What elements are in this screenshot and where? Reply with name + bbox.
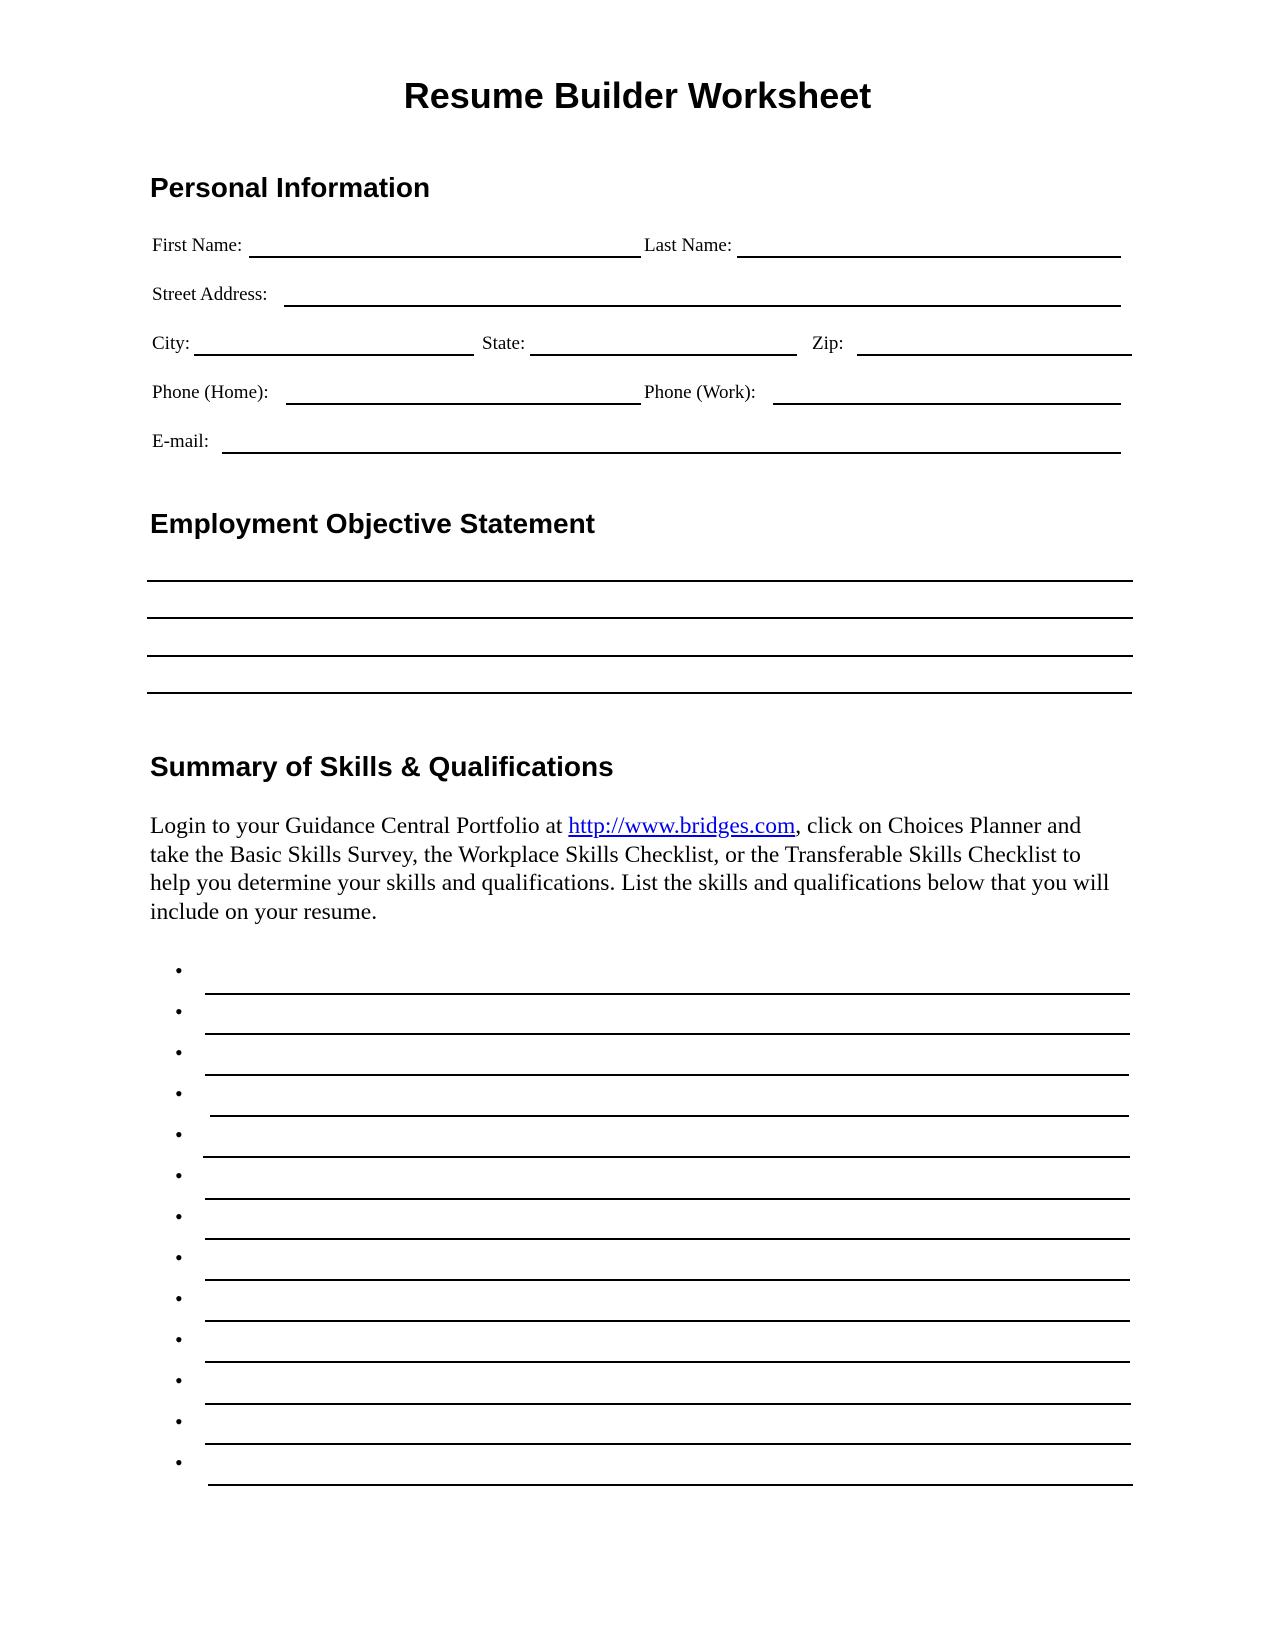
skills-intro-continued: , click on Choices Planner and take the Basic Skills Survey, the Workplace Skills Checklist, or the Transferable Skills Checklist to help you determine your skills and qualifications. List the skills and qualifications below that you will include on your resume. [150, 813, 1110, 925]
bullet-icon: • [175, 1081, 183, 1106]
phone-work-label: Phone (Work): [644, 382, 756, 403]
bullet-icon: • [175, 1122, 183, 1147]
skills-heading: Summary of Skills & Qualifications [150, 751, 614, 782]
skill-line[interactable] [205, 1198, 1130, 1200]
bullet-icon: • [175, 1450, 183, 1475]
skill-line[interactable] [205, 1443, 1131, 1445]
skill-line[interactable] [208, 1484, 1133, 1486]
bullet-icon: • [175, 1327, 183, 1352]
skill-line[interactable] [205, 1238, 1130, 1240]
bridges-link[interactable]: http://www.bridges.com [568, 813, 796, 839]
skill-line[interactable] [205, 1320, 1130, 1322]
skill-line[interactable] [205, 993, 1130, 995]
bullet-icon: • [175, 1286, 183, 1311]
email-field[interactable] [222, 452, 1121, 454]
skill-line[interactable] [205, 1361, 1130, 1363]
employment-objective-heading: Employment Objective Statement [150, 508, 596, 539]
skills-intro-text: Login to your Guidance Central Portfolio at [150, 813, 569, 839]
bullet-icon: • [175, 999, 183, 1024]
objective-line[interactable] [147, 580, 1133, 582]
street-address-field[interactable] [284, 305, 1121, 307]
phone-row [152, 381, 1132, 409]
skill-line[interactable] [205, 1033, 1130, 1035]
street-row [152, 283, 1132, 311]
city-field[interactable] [194, 354, 474, 356]
bullet-icon: • [175, 1245, 183, 1270]
zip-field[interactable] [857, 354, 1132, 356]
zip-label: Zip: [812, 333, 844, 354]
phone-home-label: Phone (Home): [152, 382, 269, 403]
city-label: City: [152, 333, 191, 354]
skill-line[interactable] [210, 1115, 1129, 1117]
state-field[interactable] [530, 354, 797, 356]
page-title: Resume Builder Worksheet [403, 75, 872, 116]
email-row [152, 430, 1132, 458]
skill-line[interactable] [205, 1074, 1129, 1076]
last-name-field[interactable] [737, 256, 1121, 258]
email-label: E-mail: [152, 431, 209, 452]
skill-line[interactable] [203, 1156, 1130, 1158]
first-name-label: First Name: [152, 235, 243, 256]
name-row [152, 234, 1132, 262]
state-label: State: [482, 333, 526, 354]
bullet-icon: • [175, 1368, 183, 1393]
objective-line[interactable] [147, 692, 1132, 694]
bullet-icon: • [175, 1204, 183, 1229]
bullet-icon: • [175, 1409, 183, 1434]
bullet-icon: • [175, 958, 183, 983]
personal-information-heading: Personal Information [150, 172, 431, 203]
skill-line[interactable] [205, 1403, 1131, 1405]
last-name-label: Last Name: [644, 235, 733, 256]
skills-instructions [150, 812, 1110, 926]
objective-line[interactable] [147, 617, 1133, 619]
bullet-icon: • [175, 1040, 183, 1065]
skill-line[interactable] [205, 1279, 1130, 1281]
phone-home-field[interactable] [286, 403, 641, 405]
bullet-icon: • [175, 1163, 183, 1188]
first-name-field[interactable] [249, 256, 641, 258]
city-state-zip-row [152, 332, 1132, 360]
objective-line[interactable] [147, 655, 1133, 657]
street-address-label: Street Address: [152, 284, 268, 305]
phone-work-field[interactable] [773, 403, 1121, 405]
